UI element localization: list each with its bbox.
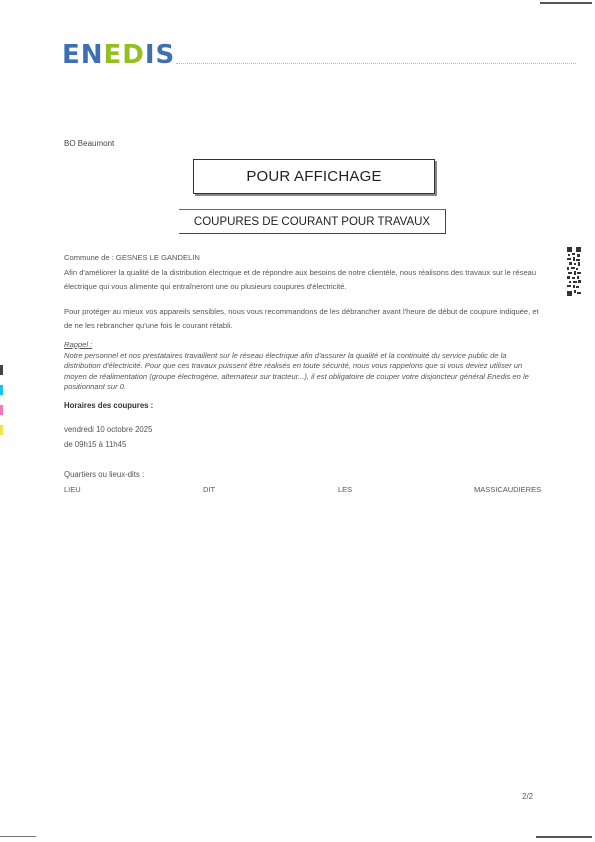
outage-date: vendredi 10 octobre 2025 xyxy=(64,425,153,434)
print-registration-mark xyxy=(0,385,3,395)
header-divider xyxy=(176,63,576,64)
scan-artifact-top xyxy=(540,2,592,4)
scan-artifact-bottom-left xyxy=(0,836,36,837)
logo-text-part2: IS xyxy=(144,40,176,70)
scan-artifact-bottom-right xyxy=(536,836,592,838)
qr-code-icon xyxy=(567,247,581,297)
location-item: LIEU xyxy=(64,485,81,494)
location-item: MASSICAUDIERES xyxy=(474,485,542,494)
logo-text-part1: EN xyxy=(62,40,104,70)
pour-affichage-title: POUR AFFICHAGE xyxy=(193,159,435,194)
protection-paragraph: Pour protéger au mieux vos appareils sensibles, nous vous recommandons de les débrancher avant l'heure de début de coupure indiquée, et de ne les rebrancher qu'une fois le courant rétabli. xyxy=(64,307,539,330)
rappel-title: Rappel : xyxy=(64,340,93,349)
enedis-logo xyxy=(62,40,175,70)
print-registration-mark xyxy=(0,365,3,375)
coupures-title: COUPURES DE COURANT POUR TRAVAUX xyxy=(179,209,446,234)
intro-paragraph: Afin d'améliorer la qualité de la distribution électrique et de répondre aux besoins de notre clientèle, nous réalisons des travaux sur le réseau électrique qui vous alimente qui entraîneront une ou plusieurs coupures d'électricité. xyxy=(64,268,537,291)
rappel-block xyxy=(64,340,542,393)
outage-time: de 09h15 à 11h45 xyxy=(64,440,127,449)
sender-office: BO Beaumont xyxy=(64,139,115,148)
horaires-label: Horaires des coupures : xyxy=(64,401,154,410)
logo-text-accent: ED xyxy=(103,40,145,70)
quartiers-label: Quartiers ou lieux-dits : xyxy=(64,470,145,479)
page-number: 2/2 xyxy=(522,792,534,801)
print-registration-mark xyxy=(0,405,3,415)
location-item: DIT xyxy=(203,485,216,494)
rappel-text: Notre personnel et nos prestataires travaillent sur le réseau électrique afin d'assurer la qualité et la continuité du service public de la distribution d'électricité. Pour que ces travaux puissent être réalisés en toute sécurité, nous vous rappelons que si vous deviez utiliser un moyen de réalimentation (groupe électrogène, alternateur sur tracteur...), il est obligatoire de couper votre disjoncteur général Enedis en le positionnant sur 0. xyxy=(64,350,529,391)
print-registration-mark xyxy=(0,425,3,435)
location-item: LES xyxy=(338,485,353,494)
commune-line: Commune de : GESNES LE GANDELIN xyxy=(64,253,200,262)
